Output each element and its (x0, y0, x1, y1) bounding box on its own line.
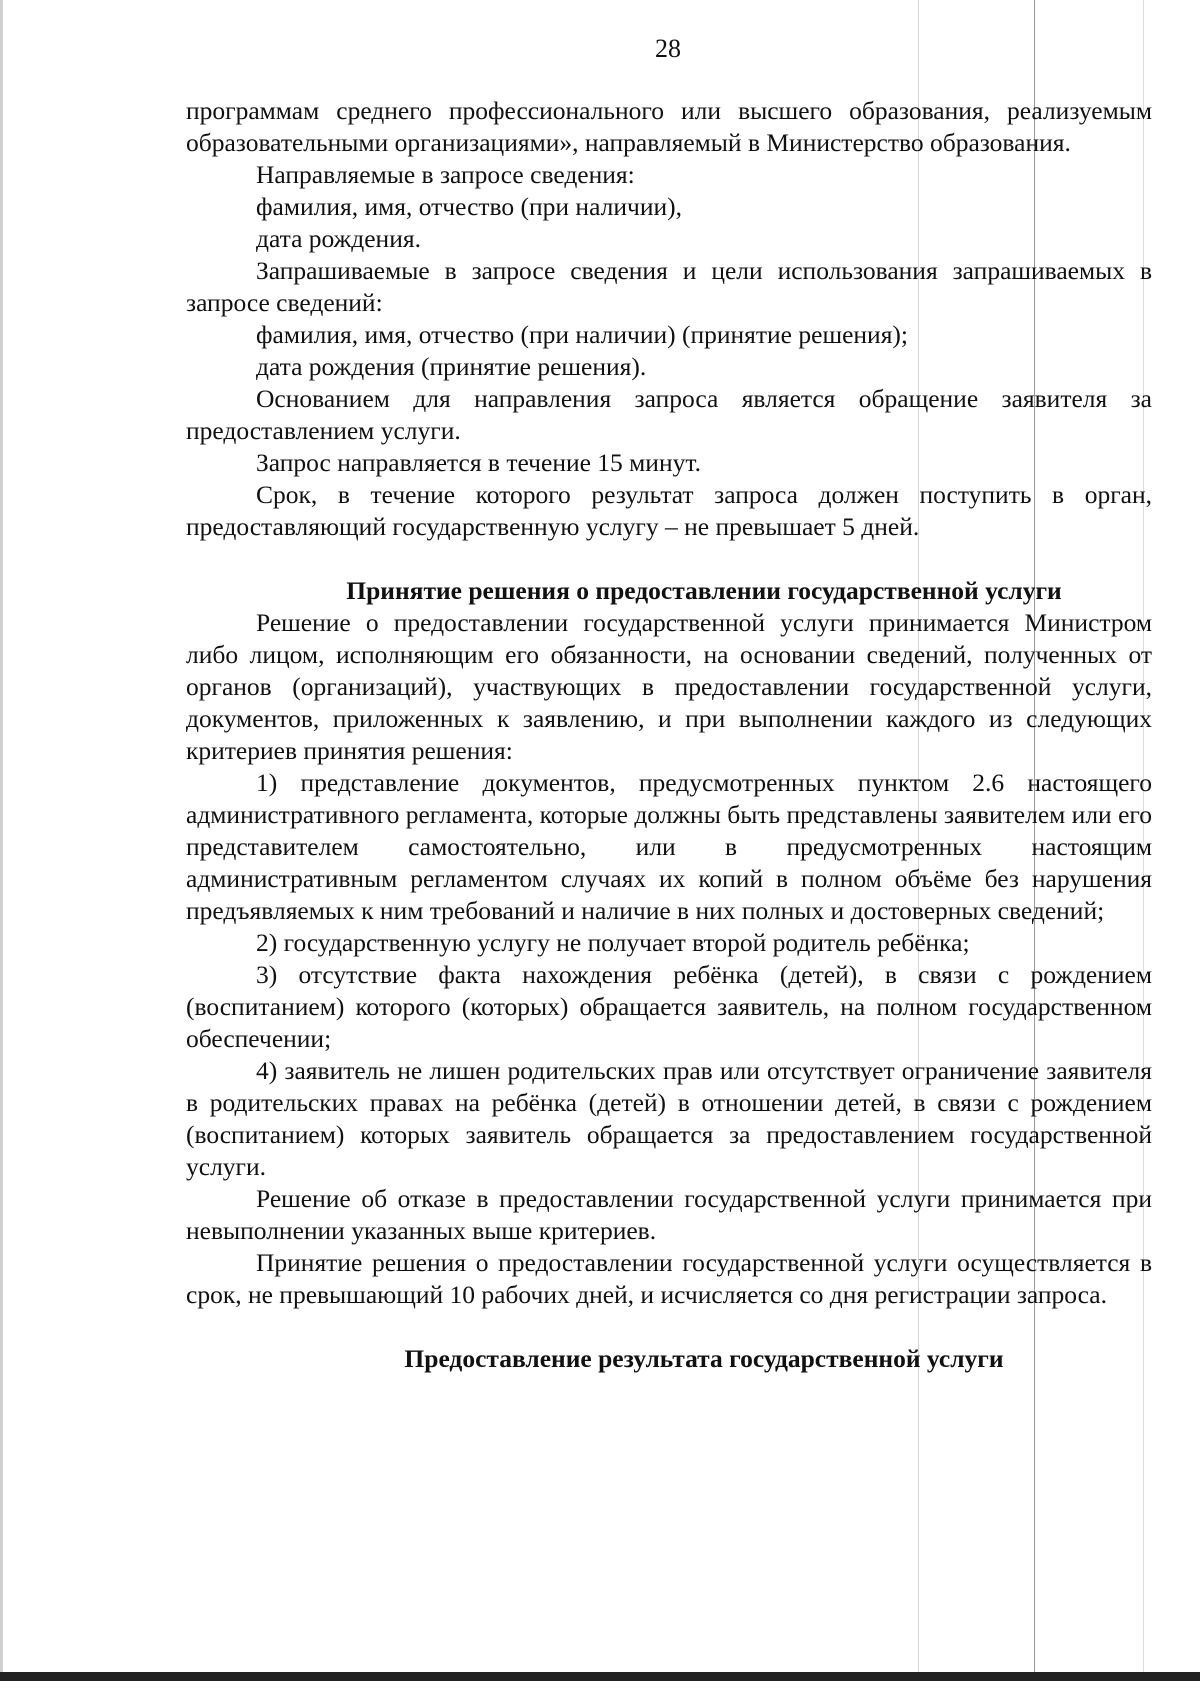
paragraph: Запрашиваемые в запросе сведения и цели использования запрашиваемых в запросе сведений: (186, 256, 1152, 317)
page-number: 28 (655, 34, 681, 63)
paragraph: Решение об отказе в предоставлении государственной услуги принимается при невыполнении указанных выше критериев. (186, 1184, 1152, 1245)
paragraph: Срок, в течение которого результат запроса должен поступить в орган, предоставляющий государственную услугу – не превышает 5 дней. (186, 480, 1152, 541)
paragraph: Решение о предоставлении государственной услуги принимается Министром либо лицом, исполняющим его обязанности, на основании сведений, полученных от органов (организаций), участвующих в предоставлении государственной услуги, документов, приложенных к заявлению, и при выполнении каждого из следующих критериев принятия решения: (186, 608, 1152, 765)
paragraph: программам среднего профессионального или высшего образования, реализуемым образовательными организациями», направляемый в Министерство образования. (186, 96, 1152, 157)
section-heading-result: Предоставление результата государственной услуги (404, 1344, 1004, 1373)
document-body (186, 95, 1152, 1375)
paragraph: дата рождения (принятие решения). (256, 352, 647, 381)
spacer (186, 1311, 1152, 1343)
paragraph: Принятие решения о предоставлении государственной услуги осуществляется в срок, не превышающий 10 рабочих дней, и исчисляется со дня регистрации запроса. (186, 1248, 1152, 1309)
section-request-details (186, 95, 1152, 543)
paragraph: фамилия, имя, отчество (при наличии), (256, 192, 682, 221)
paragraph: дата рождения. (256, 224, 421, 253)
paragraph: 1) представление документов, предусмотренных пунктом 2.6 настоящего административного регламента, которые должны быть представлены заявителем или его представителем самостоятельно, или в предусмотренных настоящим административным регламентом случаях их копий в полном объёме без нарушения предъявляемых к ним требований и наличие в них полных и достоверных сведений; (186, 768, 1152, 925)
paragraph: 2) государственную услугу не получает второй родитель ребёнка; (256, 928, 970, 957)
spacer (186, 543, 1152, 575)
paragraph: 3) отсутствие факта нахождения ребёнка (детей), в связи с рождением (воспитанием) которого (которых) обращается заявитель, на полном государственном обеспечении; (186, 960, 1152, 1053)
paragraph: 4) заявитель не лишен родительских прав или отсутствует ограничение заявителя в родительских правах на ребёнка (детей) в отношении детей, в связи с рождением (воспитанием) которых заявитель обращается за предоставлением государственной услуги. (186, 1056, 1152, 1181)
paragraph: Основанием для направления запроса является обращение заявителя за предоставлением услуги. (186, 384, 1152, 445)
section-heading-decision: Принятие решения о предоставлении государственной услуги (346, 576, 1062, 605)
scan-edge (0, 0, 3, 1680)
paragraph: Направляемые в запросе сведения: (256, 160, 635, 189)
paragraph: фамилия, имя, отчество (при наличии) (принятие решения); (256, 320, 908, 349)
scan-bottom-edge (0, 1672, 1200, 1681)
section-decision (186, 607, 1152, 1311)
paragraph: Запрос направляется в течение 15 минут. (256, 448, 701, 477)
